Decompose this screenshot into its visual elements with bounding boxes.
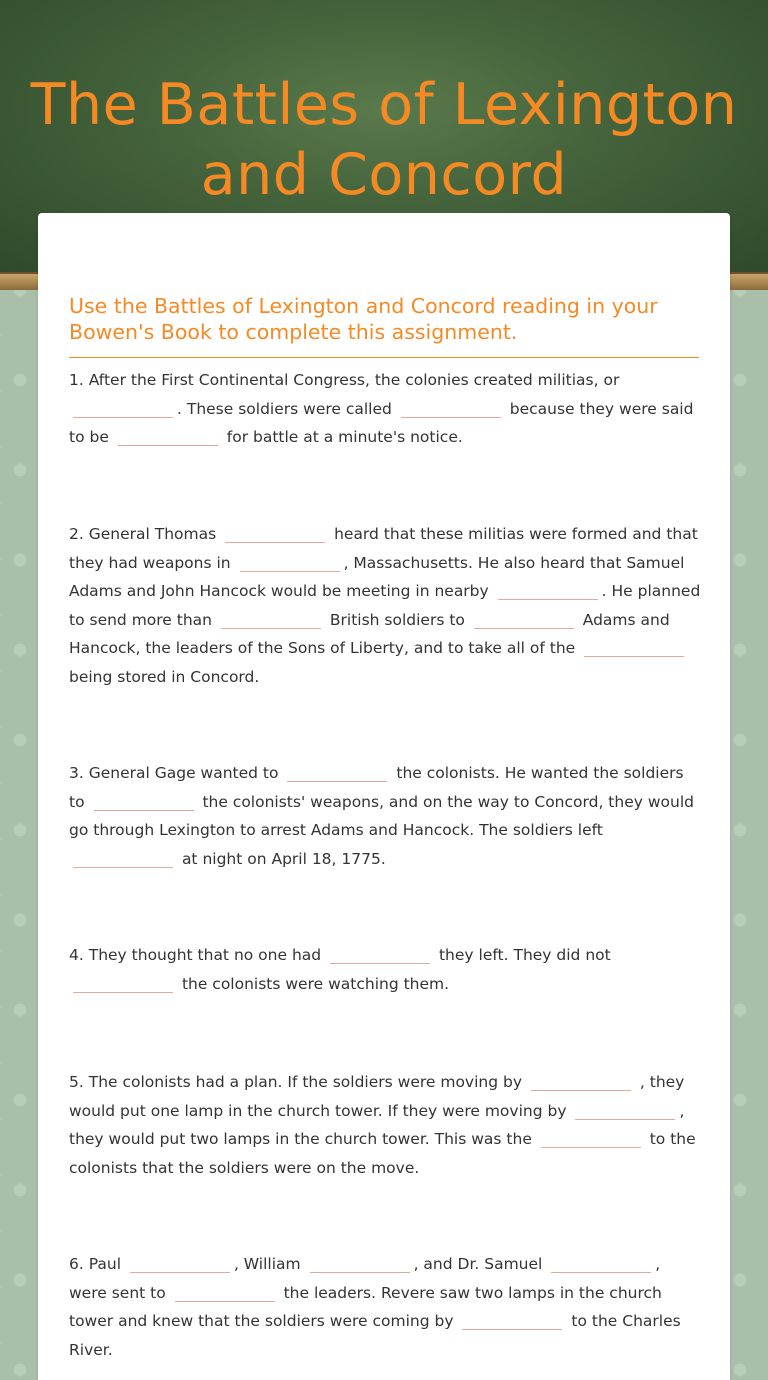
question-text: to the colonists that the soldiers were on the move.: [69, 1130, 696, 1177]
question-text: the colonists' weapons, and on the way to Concord, they would go through Lexington to arrest Adams and Hancock. The soldiers left: [69, 792, 694, 839]
question-text: , they would put two lamps in the church tower. This was the: [69, 1101, 685, 1148]
answer-blank[interactable]: [551, 1254, 651, 1273]
question-text: . These soldiers were called: [177, 399, 392, 418]
question-text: After the First Continental Congress, the colonies created militias, or: [88, 371, 620, 389]
question-text: Paul: [88, 1255, 122, 1273]
question-text: General Gage wanted to: [88, 764, 279, 782]
question-text: to the Charles River.: [69, 1312, 681, 1359]
question-number: 6.: [69, 1255, 84, 1273]
answer-blank[interactable]: [498, 581, 598, 600]
question-text: because they were said to be: [69, 399, 694, 446]
question-number: 2.: [69, 525, 84, 543]
question-number: 4.: [69, 946, 84, 964]
question-text: , and Dr. Samuel: [413, 1255, 543, 1273]
question-text: being stored in Concord.: [69, 667, 260, 686]
question-text: heard that these militias were formed and that they had weapons in: [69, 525, 698, 572]
answer-blank[interactable]: [401, 399, 501, 418]
question-text: Adams and Hancock, the leaders of the Sons of Liberty, and to take all of the: [69, 610, 670, 657]
question-4: [69, 941, 701, 998]
question-text: at night on April 18, 1775.: [181, 849, 386, 868]
answer-blank[interactable]: [225, 524, 325, 543]
answer-blank[interactable]: [73, 399, 173, 418]
answer-blank[interactable]: [221, 610, 321, 629]
worksheet-card: [38, 213, 730, 1380]
answer-blank[interactable]: [531, 1072, 631, 1091]
question-text: They thought that no one had: [88, 946, 322, 964]
answer-blank[interactable]: [73, 974, 173, 993]
question-3: [69, 759, 701, 873]
question-number: 1.: [69, 371, 84, 389]
answer-blank[interactable]: [575, 1101, 675, 1120]
answer-blank[interactable]: [541, 1129, 641, 1148]
question-text: British soldiers to: [329, 610, 465, 629]
answer-blank[interactable]: [584, 638, 684, 657]
question-number: 5.: [69, 1073, 84, 1091]
question-text: the leaders. Revere saw two lamps in the church tower and knew that the soldiers were coming by: [69, 1283, 662, 1330]
answer-blank[interactable]: [94, 792, 194, 811]
question-text: the colonists. He wanted the soldiers to: [69, 764, 684, 811]
question-text: , they would put one lamp in the church tower. If they were moving by: [69, 1073, 685, 1120]
question-6: [69, 1250, 701, 1364]
answer-blank[interactable]: [118, 427, 218, 446]
question-text: , William: [233, 1255, 301, 1273]
question-2: [69, 520, 701, 691]
answer-blank[interactable]: [310, 1254, 410, 1273]
question-text: The colonists had a plan. If the soldiers were moving by: [88, 1073, 523, 1091]
question-text: the colonists were watching them.: [181, 974, 450, 993]
answer-blank[interactable]: [175, 1283, 275, 1302]
instructions: Use the Battles of Lexington and Concord reading in your Bowen's Book to complete this assignment.: [69, 293, 699, 358]
question-text: they left. They did not: [438, 946, 611, 964]
question-text: , Massachusetts. He also heard that Samuel Adams and John Hancock would be meeting in nearby: [69, 553, 685, 600]
question-text: for battle at a minute's notice.: [226, 428, 463, 446]
page-title: The Battles of Lexington and Concord: [30, 72, 738, 208]
question-text: . He planned to send more than: [69, 582, 701, 629]
question-number: 3.: [69, 764, 84, 782]
question-1: [69, 366, 701, 452]
answer-blank[interactable]: [73, 849, 173, 868]
answer-blank[interactable]: [462, 1311, 562, 1330]
question-text: General Thomas: [88, 525, 217, 543]
answer-blank[interactable]: [130, 1254, 230, 1273]
question-text: , were sent to: [69, 1255, 661, 1302]
question-5: [69, 1068, 701, 1182]
answer-blank[interactable]: [474, 610, 574, 629]
answer-blank[interactable]: [240, 553, 340, 572]
answer-blank[interactable]: [287, 763, 387, 782]
answer-blank[interactable]: [330, 945, 430, 964]
